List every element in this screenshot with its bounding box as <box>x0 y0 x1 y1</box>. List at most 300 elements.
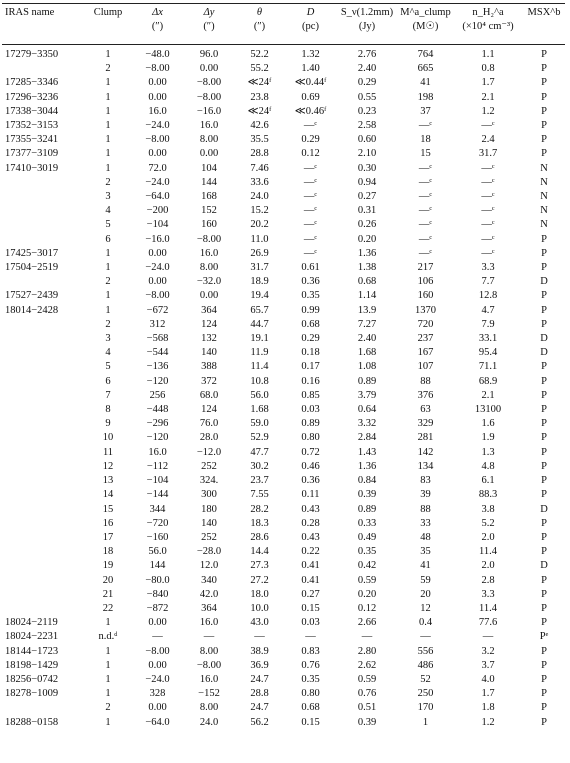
cell-dy: 144 <box>201 176 217 188</box>
cell-density: 2.4 <box>481 134 495 146</box>
cell-density: 1.2 <box>481 716 495 728</box>
cell-flux: 1.36 <box>357 247 377 259</box>
cell-flux: 2.66 <box>357 617 377 629</box>
cell-dx: −136 <box>146 361 169 373</box>
cell-diameter: —ᶜ <box>303 219 318 231</box>
cell-flux: 0.89 <box>357 503 377 515</box>
cell-iras-name <box>2 460 85 474</box>
cell-theta: ≪24ᶠ <box>247 105 272 117</box>
cell-diameter: 0.99 <box>301 304 320 316</box>
cell-dy: 16.0 <box>199 247 219 259</box>
cell-msx: P <box>541 63 547 75</box>
cell-diameter: 1.32 <box>301 49 320 60</box>
cell-clump: 7 <box>105 389 111 401</box>
table-row <box>2 304 565 318</box>
cell-msx: P <box>541 361 547 373</box>
cell-iras-name: 18014−2428 <box>5 304 59 316</box>
cell-flux: 0.35 <box>357 546 377 558</box>
cell-dy: 252 <box>201 531 217 543</box>
cell-density: —ᶜ <box>481 247 495 259</box>
header-theta: θ <box>256 7 263 18</box>
cell-dx: 72.0 <box>148 162 167 174</box>
header-dx-unit: (″) <box>151 21 164 32</box>
cell-density: 1.7 <box>481 77 495 89</box>
cell-theta: 47.7 <box>250 446 269 458</box>
cell-mass: 88 <box>420 503 431 515</box>
cell-iras-name: 17504−2519 <box>5 262 59 274</box>
cell-dx: 0.00 <box>148 148 167 160</box>
table-row <box>2 517 565 531</box>
cell-theta: 27.2 <box>250 574 269 586</box>
cell-clump: 6 <box>105 375 111 387</box>
cell-density: 1.8 <box>481 702 495 714</box>
table-row <box>2 346 565 360</box>
cell-density: 68.9 <box>478 375 498 387</box>
cell-iras-name <box>2 62 85 76</box>
cell-dx: −120 <box>146 375 169 387</box>
cell-density: 11.4 <box>479 546 497 558</box>
cell-msx: N <box>540 162 548 174</box>
cell-density: 1.1 <box>481 49 495 60</box>
cell-mass: 167 <box>417 347 434 359</box>
cell-theta: 11.0 <box>250 233 269 245</box>
cell-dy: −152 <box>198 688 220 700</box>
cell-clump: 1 <box>105 148 111 160</box>
header-flux: S_ν(1.2mm) <box>340 7 394 18</box>
cell-dy: 140 <box>201 347 217 359</box>
cell-msx: P <box>541 262 547 274</box>
cell-flux: 2.40 <box>357 333 377 345</box>
cell-msx: P <box>541 233 547 245</box>
cell-dx: 0.00 <box>148 247 167 259</box>
cell-diameter: ≪0.44ᶠ <box>294 77 327 89</box>
table-row <box>2 105 565 119</box>
cell-iras-name <box>2 431 85 445</box>
cell-clump: 1 <box>105 91 111 103</box>
cell-density: 2.0 <box>481 560 495 572</box>
cell-msx: P <box>541 120 547 132</box>
cell-mass: 63 <box>420 404 431 416</box>
table-row <box>2 701 565 715</box>
cell-mass: 142 <box>417 446 434 458</box>
cell-diameter: 0.68 <box>301 702 320 714</box>
cell-clump: 13 <box>102 475 114 487</box>
header-dy-unit: (″) <box>203 21 215 32</box>
cell-clump: 1 <box>105 645 111 657</box>
table-row <box>2 460 565 474</box>
cell-mass: —ᶜ <box>418 247 433 259</box>
cell-diameter: 0.69 <box>301 91 320 103</box>
table-row <box>2 162 565 176</box>
cell-mass: 12 <box>420 602 431 614</box>
cell-clump: 1 <box>105 673 111 685</box>
cell-iras-name: 17338−3044 <box>5 105 59 117</box>
cell-diameter: 0.72 <box>301 446 320 458</box>
cell-density: 11.4 <box>479 602 497 614</box>
cell-iras-name <box>2 360 85 374</box>
cell-diameter: —ᶜ <box>303 205 318 217</box>
cell-dy: 372 <box>201 375 217 387</box>
cell-mass: 134 <box>417 460 434 472</box>
cell-iras-name <box>2 474 85 488</box>
table-row <box>2 76 565 90</box>
cell-dy: −8.00 <box>196 91 222 103</box>
cell-dx: −720 <box>146 517 169 529</box>
cell-theta: 11.9 <box>250 347 269 359</box>
cell-flux: 0.84 <box>357 475 377 487</box>
table-row <box>2 645 565 659</box>
cell-density: 1.7 <box>481 688 495 700</box>
cell-dy: 340 <box>201 574 217 586</box>
table-row <box>2 488 565 502</box>
cell-diameter: 0.85 <box>301 389 320 401</box>
cell-density: —ᶜ <box>481 219 495 231</box>
cell-diameter: ≪0.46ᶠ <box>294 105 327 117</box>
cell-msx: P <box>541 105 547 117</box>
cell-flux: 0.55 <box>357 91 377 103</box>
cell-clump: 2 <box>105 702 111 714</box>
cell-flux: 0.39 <box>357 716 377 728</box>
cell-dy: 364 <box>201 602 217 614</box>
cell-density: 13100 <box>474 404 502 416</box>
cell-flux: 1.68 <box>357 347 377 359</box>
cell-dy: 0.00 <box>199 290 219 302</box>
cell-dx: 0.00 <box>148 276 167 288</box>
cell-dx: −48.0 <box>145 49 170 60</box>
cell-mass: 556 <box>417 645 434 657</box>
cell-theta: 30.2 <box>250 460 269 472</box>
cell-dx: −16.0 <box>145 233 170 245</box>
cell-flux: 0.42 <box>357 560 377 572</box>
table-row <box>2 474 565 488</box>
cell-dy: 8.00 <box>199 134 219 146</box>
header-flux-unit: (Jy) <box>358 21 376 32</box>
cell-msx: D <box>540 560 548 572</box>
cell-density: 2.1 <box>481 389 495 401</box>
cell-dy: 364 <box>201 304 217 316</box>
cell-diameter: 0.15 <box>301 716 320 728</box>
cell-theta: 23.7 <box>250 475 269 487</box>
cell-mass: 41 <box>420 560 431 572</box>
cell-clump: 1 <box>105 688 111 700</box>
table-row <box>2 630 565 644</box>
table-row <box>2 360 565 374</box>
cell-iras-name <box>2 389 85 403</box>
cell-iras-name <box>2 517 85 531</box>
cell-mass: 198 <box>417 91 434 103</box>
table-row <box>2 687 565 701</box>
cell-flux: 3.79 <box>357 389 377 401</box>
cell-dx: −24.0 <box>145 120 170 132</box>
cell-clump: 10 <box>102 432 114 444</box>
cell-dx: 256 <box>149 389 166 401</box>
cell-diameter: 0.22 <box>301 546 320 558</box>
cell-flux: 1.36 <box>357 460 377 472</box>
cell-density: 2.1 <box>481 91 495 103</box>
cell-iras-name: 18278−1009 <box>5 688 59 700</box>
cell-flux: 0.49 <box>357 531 377 543</box>
cell-mass: 720 <box>417 318 434 330</box>
cell-clump: 14 <box>102 489 114 501</box>
cell-flux: 0.39 <box>357 489 377 501</box>
cell-iras-name <box>2 318 85 332</box>
cell-clump: 19 <box>102 560 114 572</box>
cell-dy: −8.00 <box>196 659 222 671</box>
cell-dx: 144 <box>149 560 166 572</box>
cell-diameter: 0.35 <box>301 290 320 302</box>
cell-iras-name <box>2 545 85 559</box>
cell-theta: 24.7 <box>250 702 269 714</box>
cell-iras-name <box>2 588 85 602</box>
cell-theta: 35.5 <box>250 134 269 146</box>
cell-diameter: 0.03 <box>301 404 320 416</box>
cell-density: 3.2 <box>481 645 495 657</box>
cell-dy: 76.0 <box>199 418 219 430</box>
cell-density: —ᶜ <box>481 205 495 217</box>
cell-diameter: 0.12 <box>301 148 320 160</box>
cell-dx: −112 <box>146 460 169 472</box>
cell-msx: P <box>541 404 547 416</box>
cell-mass: 35 <box>420 546 431 558</box>
cell-iras-name: 17352−3153 <box>5 120 59 132</box>
cell-dx: −120 <box>146 432 169 444</box>
cell-dy: −28.0 <box>196 546 222 558</box>
data-table <box>2 48 565 730</box>
cell-iras-name <box>2 218 85 232</box>
cell-density: 31.7 <box>478 148 498 160</box>
cell-flux: 1.14 <box>357 290 377 302</box>
cell-msx: P <box>541 517 547 529</box>
cell-diameter: 0.27 <box>301 588 320 600</box>
cell-msx: P <box>541 645 547 657</box>
cell-density: 33.1 <box>478 333 498 345</box>
cell-clump: 1 <box>105 304 111 316</box>
cell-theta: 1.68 <box>250 404 269 416</box>
cell-density: 4.7 <box>481 304 495 316</box>
cell-dx: 312 <box>149 318 166 330</box>
cell-mass: 15 <box>420 148 431 160</box>
cell-clump: n.d.ᵈ <box>98 631 118 643</box>
cell-dy: 132 <box>201 333 217 345</box>
cell-clump: 1 <box>105 716 111 728</box>
cell-dy: −8.00 <box>196 77 222 89</box>
cell-dy: 152 <box>201 205 217 217</box>
header-iras-name: IRAS name <box>5 7 55 18</box>
cell-flux: 0.51 <box>357 702 377 714</box>
cell-diameter: 0.80 <box>301 432 320 444</box>
cell-flux: 2.76 <box>357 49 377 60</box>
cell-iras-name: 18024−2231 <box>5 631 59 643</box>
cell-iras-name <box>2 346 85 360</box>
table-row <box>2 261 565 275</box>
cell-clump: 3 <box>105 191 111 203</box>
cell-diameter: 0.89 <box>301 418 320 430</box>
table-row <box>2 417 565 431</box>
cell-theta: 36.9 <box>250 659 269 671</box>
cell-diameter: 0.43 <box>301 531 320 543</box>
cell-density: 6.1 <box>481 475 495 487</box>
cell-dx: 16.0 <box>148 105 167 117</box>
cell-iras-name: 17410−3019 <box>5 162 59 174</box>
cell-msx: P <box>541 574 547 586</box>
cell-msx: P <box>541 546 547 558</box>
cell-theta: 65.7 <box>250 304 269 316</box>
cell-density: 77.6 <box>478 617 498 629</box>
cell-msx: D <box>540 503 548 515</box>
cell-clump: 1 <box>105 105 111 117</box>
cell-dx: 16.0 <box>148 446 167 458</box>
cell-dy: −12.0 <box>196 446 222 458</box>
cell-iras-name <box>2 375 85 389</box>
table-row <box>2 602 565 616</box>
cell-theta: 38.9 <box>250 645 269 657</box>
header-mass-unit: (M☉) <box>412 21 439 32</box>
cell-iras-name <box>2 602 85 616</box>
cell-mass: 20 <box>420 588 431 600</box>
cell-theta: — <box>254 631 265 643</box>
cell-dy: 28.0 <box>199 432 219 444</box>
table-row <box>2 531 565 545</box>
table-row <box>2 559 565 573</box>
cell-msx: P <box>541 134 547 146</box>
cell-dy: 300 <box>201 489 217 501</box>
cell-mass: —ᶜ <box>418 233 433 245</box>
table-row <box>2 91 565 105</box>
cell-msx: P <box>541 602 547 614</box>
cell-diameter: 0.80 <box>301 688 320 700</box>
cell-clump: 4 <box>105 347 111 359</box>
cell-diameter: 0.36 <box>301 475 320 487</box>
header-msx: MSX^b <box>527 7 561 18</box>
cell-theta: 14.4 <box>250 546 269 558</box>
cell-mass: —ᶜ <box>418 191 433 203</box>
cell-dy: 8.00 <box>199 645 219 657</box>
cell-theta: 18.9 <box>250 276 269 288</box>
cell-dx: −160 <box>146 531 169 543</box>
cell-dy: −32.0 <box>196 276 222 288</box>
table-row <box>2 403 565 417</box>
cell-theta: 27.3 <box>250 560 269 572</box>
cell-theta: 55.2 <box>250 63 269 75</box>
cell-mass: 170 <box>417 702 434 714</box>
cell-diameter: 0.68 <box>301 318 320 330</box>
cell-clump: 2 <box>105 176 111 188</box>
cell-clump: 1 <box>105 134 111 146</box>
cell-iras-name <box>2 417 85 431</box>
cell-theta: 23.8 <box>250 91 269 103</box>
table-row <box>2 289 565 303</box>
cell-dy: 8.00 <box>199 262 219 274</box>
cell-theta: 7.46 <box>250 162 269 174</box>
cell-iras-name <box>2 233 85 247</box>
cell-msx: P <box>541 49 547 60</box>
table-row <box>2 119 565 133</box>
header-msx-unit <box>523 20 565 34</box>
cell-flux: 0.27 <box>357 191 377 203</box>
cell-density: 71.1 <box>478 361 498 373</box>
cell-diameter: —ᶜ <box>303 162 318 174</box>
cell-msx: P <box>541 432 547 444</box>
cell-theta: 10.0 <box>250 602 269 614</box>
table-row <box>2 233 565 247</box>
cell-dx: −672 <box>146 304 169 316</box>
cell-theta: 19.1 <box>250 333 269 345</box>
cell-diameter: 0.29 <box>301 333 320 345</box>
table-row <box>2 218 565 232</box>
cell-flux: 7.27 <box>357 318 377 330</box>
table-row <box>2 503 565 517</box>
cell-dy: 68.0 <box>199 389 219 401</box>
cell-mass: 18 <box>420 134 431 146</box>
cell-flux: 2.10 <box>357 148 377 160</box>
cell-dx: 328 <box>149 688 166 700</box>
cell-density: —ᶜ <box>481 120 495 132</box>
cell-theta: 44.7 <box>250 318 269 330</box>
cell-flux: 0.23 <box>357 105 377 117</box>
cell-flux: 0.60 <box>357 134 377 146</box>
cell-flux: 0.26 <box>357 219 377 231</box>
cell-dx: −544 <box>146 347 169 359</box>
table-row <box>2 176 565 190</box>
cell-diameter: 0.16 <box>301 375 320 387</box>
cell-dx: 56.0 <box>148 546 167 558</box>
cell-clump: 1 <box>105 247 111 259</box>
cell-flux: 1.08 <box>357 361 377 373</box>
header-diameter-unit: (pc) <box>302 21 319 32</box>
cell-theta: 18.0 <box>250 588 269 600</box>
cell-mass: 1 <box>422 716 429 728</box>
cell-theta: 52.9 <box>250 432 269 444</box>
cell-dx: −840 <box>146 588 169 600</box>
table-row <box>2 275 565 289</box>
cell-clump: 11 <box>102 446 114 458</box>
cell-diameter: 1.40 <box>301 63 320 75</box>
cell-theta: 10.8 <box>250 375 269 387</box>
cell-diameter: —ᶜ <box>303 191 318 203</box>
cell-clump: 1 <box>105 49 111 60</box>
table-row <box>2 389 565 403</box>
cell-clump: 9 <box>105 418 111 430</box>
cell-iras-name: 17279−3350 <box>5 49 59 60</box>
cell-dy: 12.0 <box>199 560 219 572</box>
cell-diameter: — <box>305 631 316 643</box>
cell-iras-name: 17285−3346 <box>5 77 59 89</box>
cell-dy: 16.0 <box>199 673 219 685</box>
cell-msx: D <box>540 333 548 345</box>
table-body <box>2 48 565 730</box>
cell-dy: 16.0 <box>199 617 219 629</box>
cell-dx: 0.00 <box>148 659 167 671</box>
cell-theta: 52.2 <box>250 49 269 60</box>
cell-density: 4.0 <box>481 673 495 685</box>
cell-iras-name <box>2 574 85 588</box>
cell-flux: 1.38 <box>357 262 377 274</box>
cell-mass: 217 <box>417 262 434 274</box>
cell-dx: −104 <box>146 219 169 231</box>
cell-flux: 2.62 <box>357 659 377 671</box>
cell-theta: 42.6 <box>250 120 269 132</box>
cell-mass: 83 <box>420 475 431 487</box>
cell-iras-name: 17377−3109 <box>5 148 59 160</box>
cell-dx: −8.00 <box>145 645 170 657</box>
cell-mass: 0.4 <box>418 617 433 629</box>
cell-density: 1.3 <box>481 446 495 458</box>
table-row <box>2 204 565 218</box>
cell-iras-name: 17527−2439 <box>5 290 59 302</box>
cell-diameter: 0.28 <box>301 517 320 529</box>
table-row <box>2 318 565 332</box>
cell-clump: 1 <box>105 262 111 274</box>
